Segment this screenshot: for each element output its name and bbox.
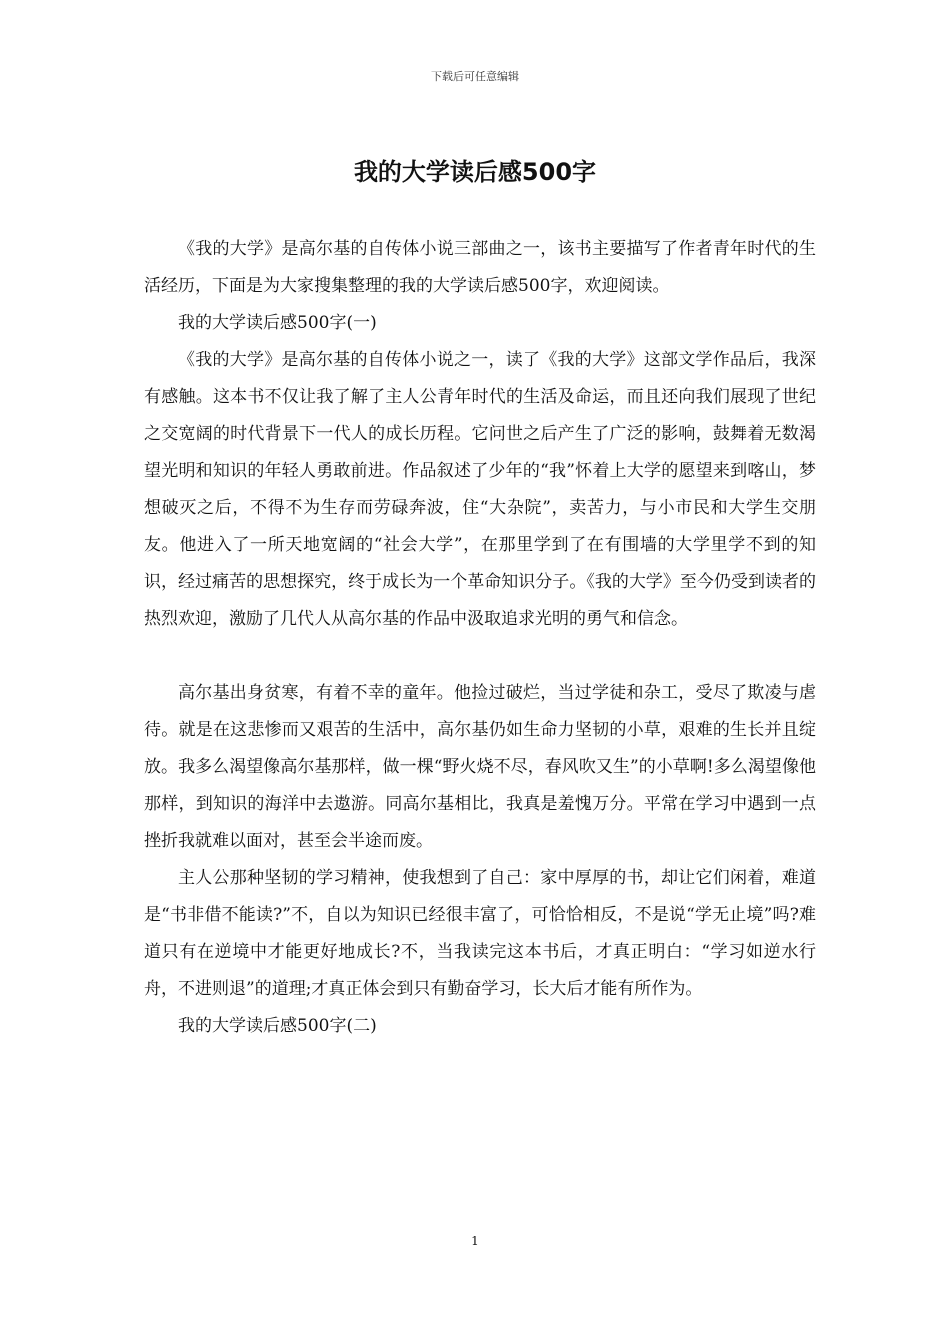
page-number: 1 (471, 1234, 479, 1248)
header-note: 下载后可任意编辑 (431, 70, 519, 83)
body-paragraph: 《我的大学》是高尔基的自传体小说之一，读了《我的大学》这部文学作品后，我深有感触。这本书不仅让我了解了主人公青年时代的生活及命运，而且还向我们展现了世纪之交宽阔的时代背景下一代人的成长历程。它问世之后产生了广泛的影响，鼓舞着无数渴望光明和知识的年轻人勇敢前进。作品叙述了少年的“我”怀着上大学的愿望来到喀山，梦想破灭之后，不得不为生存而劳碌奔波，住“大杂院”，卖苦力，与小市民和大学生交朋友。他进入了一所天地宽阔的“社会大学”，在那里学到了在有围墙的大学里学不到的知识，经过痛苦的思想探究，终于成长为一个革命知识分子。《我的大学》至今仍受到读者的热烈欢迎，激励了几代人从高尔基的作品中汲取追求光明的勇气和信念。 (144, 350, 816, 629)
body-paragraph: 高尔基出身贫寒，有着不幸的童年。他捡过破烂，当过学徒和杂工，受尽了欺凌与虐待。就是在这悲惨而又艰苦的生活中，高尔基仍如生命力坚韧的小草，艰难的生长并且绽放。我多么渴望像高尔基那样，做一棵“野火烧不尽，春风吹又生”的小草啊!多么渴望像他那样，到知识的海洋中去遨游。同高尔基相比，我真是羞愧万分。平常在学习中遇到一点挫折我就难以面对，甚至会半途而废。 (144, 683, 816, 851)
document-body (144, 231, 816, 1045)
section-heading-2: 我的大学读后感500字(二) (178, 1016, 377, 1036)
document-title: 我的大学读后感500字 (353, 158, 597, 186)
section-heading-1: 我的大学读后感500字(一) (178, 313, 377, 333)
intro-paragraph: 《我的大学》是高尔基的自传体小说三部曲之一，该书主要描写了作者青年时代的生活经历，下面是为大家搜集整理的我的大学读后感500字，欢迎阅读。 (144, 239, 816, 296)
body-paragraph: 主人公那种坚韧的学习精神，使我想到了自己：家中厚厚的书，却让它们闲着，难道是“书非借不能读?”不，自以为知识已经很丰富了，可恰恰相反，不是说“学无止境”吗?难道只有在逆境中才能更好地成长?不，当我读完这本书后，才真正明白：“学习如逆水行舟，不进则退”的道理;才真正体会到只有勤奋学习，长大后才能有所作为。 (144, 868, 816, 999)
